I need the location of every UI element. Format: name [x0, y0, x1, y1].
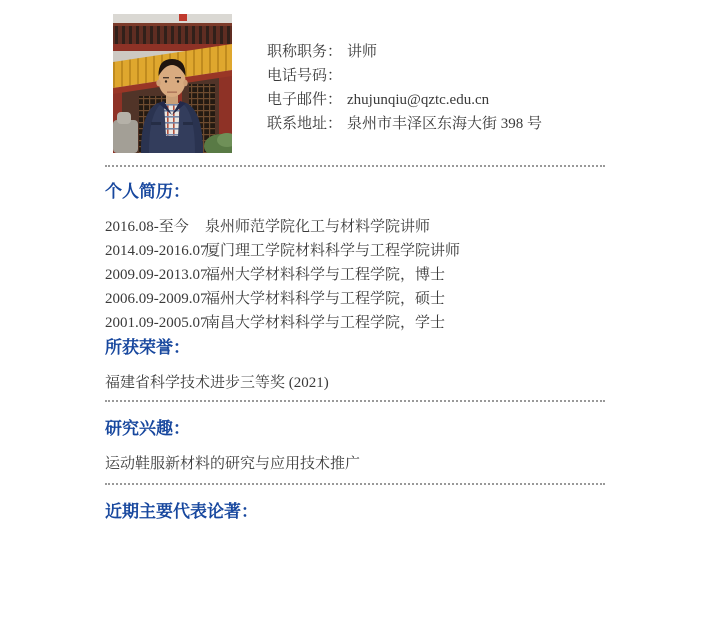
- resume-period: 2014.09-2016.07: [105, 243, 208, 259]
- resume-entry: [105, 215, 605, 239]
- resume-entry: [105, 239, 605, 263]
- resume-list: [105, 215, 605, 335]
- contact-value: 泉州市丰泽区东海大街 398 号: [347, 116, 543, 132]
- profile-body: [105, 165, 605, 522]
- contact-info: [267, 14, 542, 153]
- contact-row-address: [267, 112, 542, 136]
- resume-detail: 福州大学材料科学与工程学院，博士: [205, 267, 446, 283]
- honors-item: 福建省科学技术进步三等奖 (2021): [105, 375, 329, 391]
- faculty-portrait-photo: [113, 14, 232, 153]
- resume-detail: 福州大学材料科学与工程学院，硕士: [205, 291, 446, 307]
- portrait-illustration: [113, 14, 232, 153]
- contact-row-title: [267, 40, 542, 64]
- section-title-resume: 个人简历：: [105, 182, 190, 201]
- section-title-honors: 所获荣誉：: [105, 338, 190, 357]
- contact-row-phone: [267, 64, 542, 88]
- resume-entry: [105, 263, 605, 287]
- resume-period: 2009.09-2013.07: [105, 267, 208, 283]
- dotted-divider: [105, 483, 605, 485]
- resume-period: 2016.08-至今: [105, 219, 189, 235]
- contact-row-email: [267, 88, 542, 112]
- resume-period: 2006.09-2009.07: [105, 291, 208, 307]
- resume-entry: [105, 311, 605, 335]
- resume-detail: 南昌大学材料科学与工程学院，学士: [205, 315, 446, 331]
- resume-detail: 厦门理工学院材料科学与工程学院讲师: [205, 243, 461, 259]
- contact-label: 电子邮件：: [267, 92, 343, 108]
- contact-label: 电话号码：: [267, 68, 343, 84]
- interests-item: 运动鞋服新材料的研究与应用技术推广: [105, 456, 361, 472]
- section-title-publications: 近期主要代表论著：: [105, 502, 258, 521]
- section-title-interests: 研究兴趣：: [105, 419, 190, 438]
- dotted-divider: [105, 400, 605, 402]
- contact-value: 讲师: [347, 44, 378, 60]
- contact-value-email: zhujunqiu@qztc.edu.cn: [347, 92, 490, 108]
- profile-header: [113, 0, 705, 153]
- resume-detail: 泉州师范学院化工与材料学院讲师: [205, 219, 431, 235]
- contact-label: 职称职务：: [267, 44, 343, 60]
- resume-period: 2001.09-2005.07: [105, 315, 208, 331]
- dotted-divider: [105, 165, 605, 167]
- contact-label: 联系地址：: [267, 116, 343, 132]
- resume-entry: [105, 287, 605, 311]
